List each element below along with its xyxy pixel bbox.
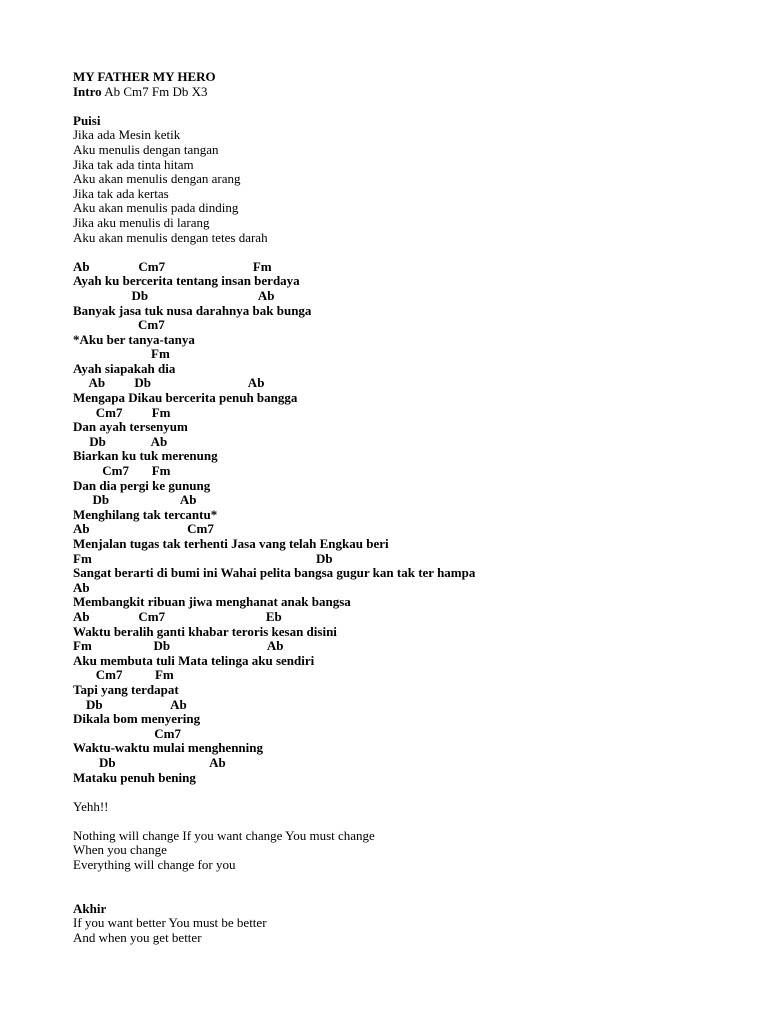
puisi-heading: Puisi [73, 112, 101, 128]
puisi-line: Jika tak ada tinta hitam [73, 156, 194, 172]
spacer [73, 887, 753, 902]
intro-line [73, 85, 753, 100]
spacer [73, 245, 753, 260]
chord-line: Db Ab [73, 492, 197, 508]
song-body [73, 260, 753, 785]
chord-line: Cm7 [73, 317, 165, 333]
puisi-line: Aku akan menulis pada dinding [73, 200, 239, 216]
spacer [73, 99, 753, 114]
lyric-line: Membangkit ribuan jiwa menghanat anak bangsa [73, 594, 351, 610]
chord-line: Ab Db Ab [73, 375, 265, 391]
akhir-line: If you want better You must be better [73, 915, 267, 931]
puisi-line: Aku menulis dengan tangan [73, 141, 219, 157]
akhir-line: And when you get better [73, 930, 202, 946]
spacer [73, 814, 753, 829]
chord-line: Db Ab [73, 754, 226, 770]
lyric-line: Mataku penuh bening [73, 769, 196, 785]
intro-label: Intro [73, 83, 102, 99]
lyric-line: Menjalan tugas tak terhenti Jasa vang telah Engkau beri [73, 536, 389, 551]
lyric-line: Biarkan ku tuk merenung [73, 448, 218, 464]
lyric-line: Aku membuta tuli Mata telinga aku sendiri [73, 652, 315, 668]
chord-line: Db Ab [73, 287, 275, 303]
puisi-line: Aku akan menulis dengan tetes darah [73, 229, 268, 245]
chord-line: Db Ab [73, 433, 168, 449]
english-line: When you change [73, 842, 167, 858]
lyric-line: Dan ayah tersenyum [73, 419, 188, 435]
lyric-line: Waktu beralih ganti khabar teroris kesan disini [73, 623, 337, 639]
chord-line: Cm7 Fm [73, 404, 171, 420]
lyric-line: Mengapa Dikau bercerita penuh bangga [73, 390, 298, 406]
lyric-line: Dan dia pergi ke gunung [73, 477, 211, 493]
lyric-line: Ayah siapakah dia [73, 360, 176, 376]
lyric-line: Dikala bom menyering [73, 711, 201, 727]
chord-line: Db Ab [73, 696, 187, 712]
lyrics-document [73, 70, 753, 946]
yeh-line: Yehh!! [73, 798, 109, 814]
puisi-line: Jika aku menulis di larang [73, 214, 210, 230]
chord-line: Ab Cm7 Fm [73, 258, 272, 274]
puisi-line: Jika tak ada kertas [73, 185, 169, 201]
chord-line: Ab Cm7 [73, 521, 214, 537]
english-line: Nothing will change If you want change You must change [73, 827, 375, 843]
lyric-line: Ayah ku bercerita tentang insan berdaya [73, 273, 300, 289]
lyric-line: Tapi yang terdapat [73, 681, 179, 697]
puisi-line: Jika ada Mesin ketik [73, 127, 181, 143]
intro-chords: Ab Cm7 Fm Db X3 [101, 83, 208, 99]
chord-line: Fm Db Ab [73, 638, 284, 654]
spacer [73, 873, 753, 888]
chord-line: Cm7 [73, 725, 181, 741]
lyric-line: Menghilang tak tercantu* [73, 506, 218, 522]
lyric-line: Waktu-waktu mulai menghenning [73, 740, 263, 756]
akhir-heading: Akhir [73, 900, 107, 916]
lyric-line: Banyak jasa tuk nusa darahnya bak bunga [73, 302, 312, 318]
puisi-line: Aku akan menulis dengan arang [73, 171, 241, 187]
lyric-line: *Aku ber tanya-tanya [73, 331, 195, 347]
chord-line: Ab Cm7 Eb [73, 608, 282, 624]
chord-line: Cm7 Fm [73, 463, 171, 479]
chord-line: Fm [73, 346, 170, 362]
lyric-line: Sangat berarti di bumi ini Wahai pelita bangsa gugur kan tak ter hampa [73, 565, 476, 581]
chord-line: Cm7 Fm [73, 667, 174, 683]
chord-line: Ab [73, 579, 90, 595]
spacer [73, 785, 753, 800]
english-line: Everything will change for you [73, 857, 236, 873]
song-title: MY FATHER MY HERO [73, 69, 216, 84]
chord-line: Fm Db [73, 550, 333, 566]
